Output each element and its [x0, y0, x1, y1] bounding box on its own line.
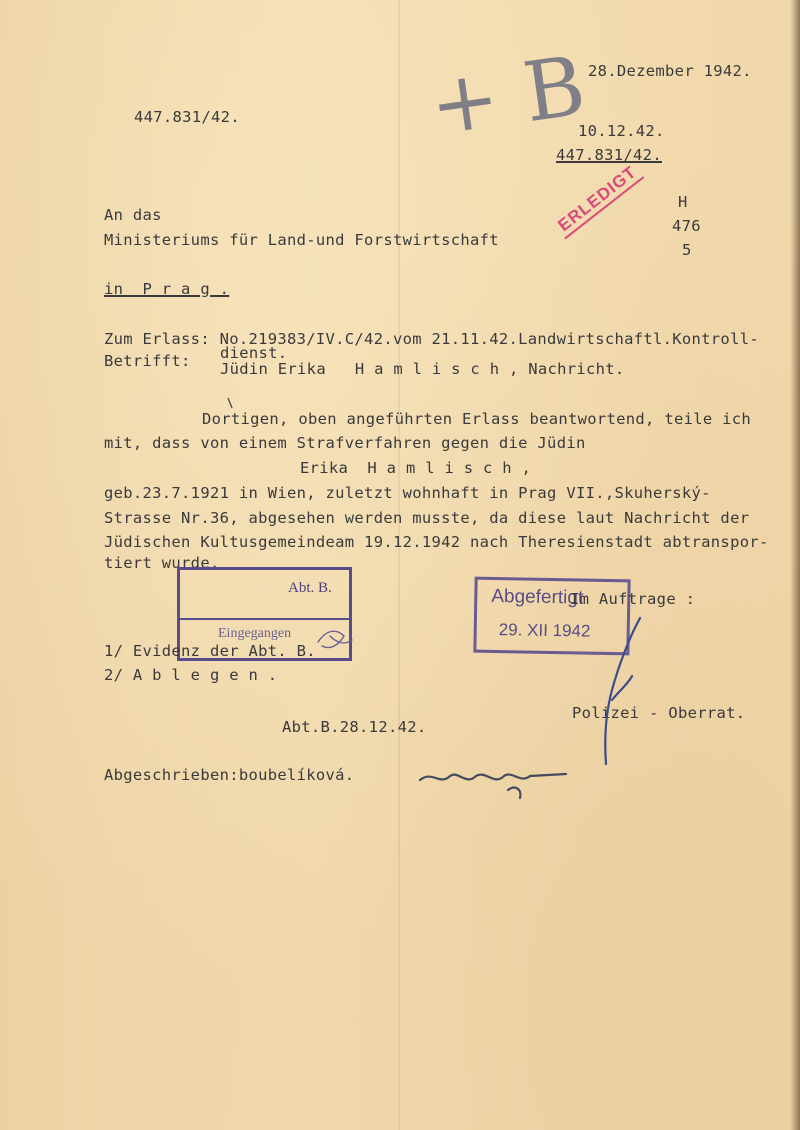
signature-title: Polizei - Oberrat. [572, 704, 746, 722]
body-line-4: geb.23.7.1921 in Wien, zuletzt wohnhaft in Prag VII.,Skuherský- [104, 484, 711, 502]
body-line-7: tiert wurde. [104, 554, 220, 572]
stamp-department-label: Abt. B. [288, 580, 332, 596]
decree-reference: Zum Erlass: No.219383/IV.C/42.vom 21.11.42.Landwirtschaftl.Kontroll- [104, 330, 759, 348]
body-line-3-name: Erika H a m l i s c h , [300, 459, 532, 477]
letter-date: 28.Dezember 1942. [588, 62, 752, 80]
stamp-received-label: Eingegangen [218, 626, 292, 641]
body-line-5: Strasse Nr.36, abgesehen werden musste, da diese laut Nachricht der [104, 509, 750, 527]
stamp-abgefertigt-date: 29. XII 1942 [498, 620, 591, 641]
address-line-1: An das [104, 206, 162, 224]
handwritten-mark: + B [424, 38, 591, 155]
address-city: in P r a g . [104, 280, 230, 298]
stroke-mark [228, 398, 232, 408]
body-line-1: Dortigen, oben angeführten Erlass beantwortend, teile ich [202, 410, 752, 428]
action-item-2: 2/ A b l e g e n . [104, 666, 278, 684]
action-item-1: 1/ Evidenz der Abt. B. [104, 642, 316, 660]
abt-stamp-initials [318, 631, 352, 647]
margin-number: 476 [672, 217, 701, 235]
body-line-2: mit, dass von einem Strafverfahren gegen die Jüdin [104, 434, 586, 452]
subject-label: Betrifft: [104, 352, 191, 370]
reference-number-left: 447.831/42. [134, 108, 240, 126]
signature-on-behalf: Im Auftrage : [570, 590, 696, 608]
subject-line: Jüdin Erika H a m l i s c h , Nachricht. [220, 360, 625, 378]
reference-number-right: 447.831/42. [556, 146, 662, 164]
oberrat-signature-stroke [605, 618, 640, 764]
reference-date-right: 10.12.42. [578, 122, 665, 140]
department-date: Abt.B.28.12.42. [282, 718, 427, 736]
subject-continuation: dienst. [220, 344, 288, 362]
erledigt-stamp: ERLEDIGT [552, 160, 644, 239]
body-line-6: Jüdischen Kultusgemeindeam 19.12.1942 nach Theresienstadt abtranspor- [104, 533, 769, 551]
margin-digit: 5 [682, 241, 692, 259]
address-line-2: Ministeriums für Land-und Forstwirtschaft [104, 231, 499, 249]
stamp-abgefertigt-title: Abgefertigt [491, 585, 584, 609]
copied-by: Abgeschrieben:boubelíková. [104, 766, 355, 784]
margin-letter: H [678, 193, 688, 211]
copyist-initials [420, 774, 566, 798]
